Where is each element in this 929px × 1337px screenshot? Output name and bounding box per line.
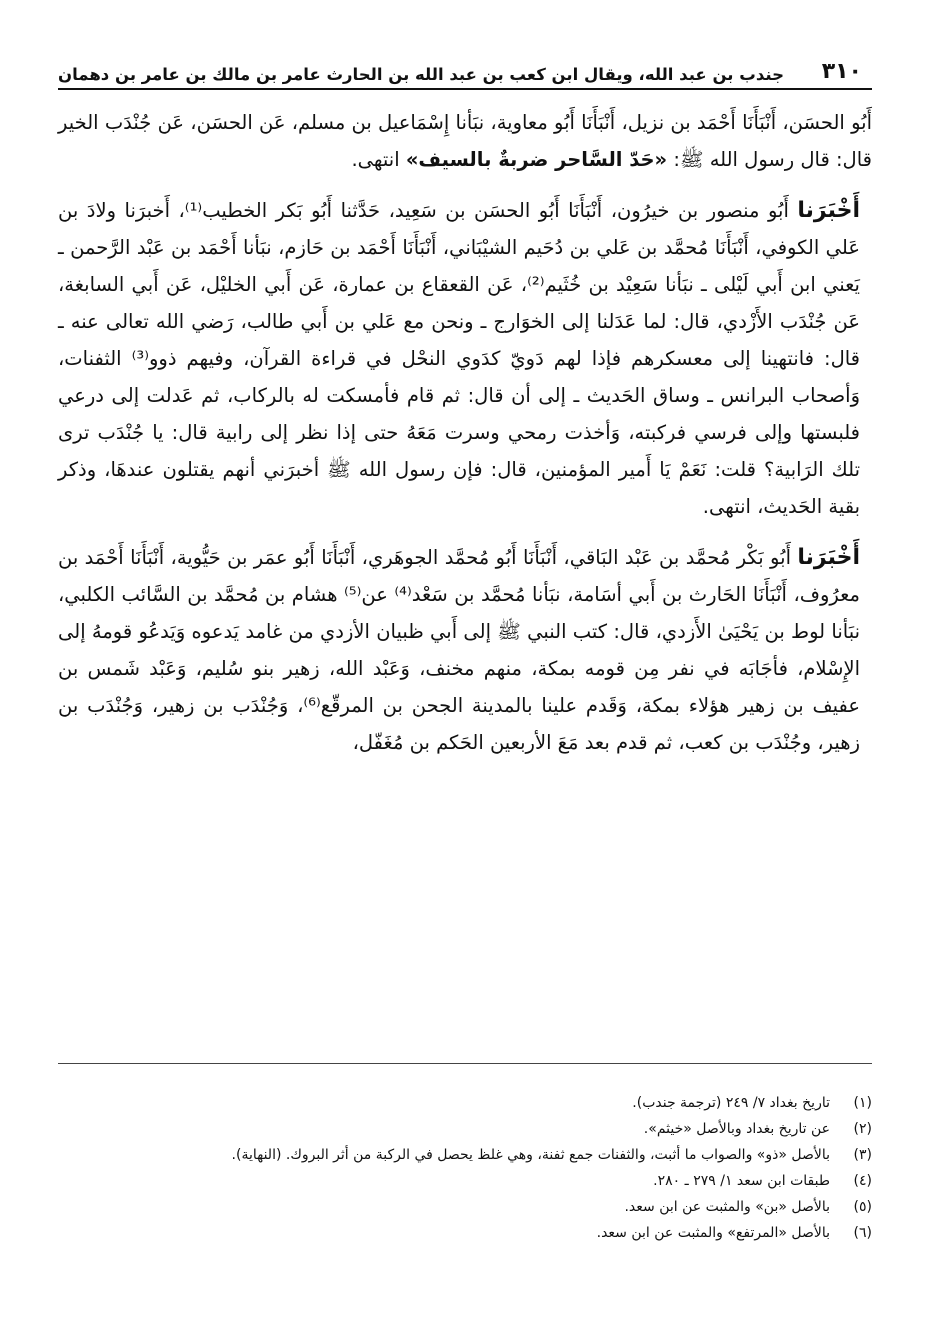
footnote <box>58 1168 872 1194</box>
paragraph-2-text: أَبُو منصور بن خيرُون، أَنْبَأَنَا أَبُو الحسَن بن سَعِيد، حَدَّثنا أَبُو بَكر الخطيب⁽¹⁾، أَخبرَنا ولادَ بن عَلي الكوفي، أَنْبَأَنَا مُحمَّد بن عَلي بن دُحَيم الشيْبَاني، أَنْبَأَنَا أَحْمَد بن حَازم، نبَأنا أَحْمَد بن عَبْد الرَّحمن ـ يَعني ابن أَبي لَيْلى ـ نبَأنا سَعِيْد بن خُثَيم⁽²⁾، عَن القعقاع بن عمارة، عَن أَبي الخليْل، عَن أَبي السابغة، عَن جُنْدَب الأَزْدي، قال: لما عَدَلنا إلى الخوَارج ـ ونحن مع عَلي بن أَبي طالب، رَضي الله تعالى عنه ـ قال: فانتهينا إلى معسكرهم فإذا لهم دَويّ كدَوي النحْل في قراءة القرآن، وفيهم ذوو⁽³⁾ الثفنات، وَأصحاب البرانس ـ وساق الحَديث ـ إلى أن قال: ثم قام فأمسكت له بالركاب، ثم عَدلت إلى درعي فلبستها وإلى فرسي فركبته، وَأخذت رمحي وسرت مَعَهُ حتى إذا نظر إلى رابية قال: يا جُنْدَب ترى تلك الرَابية؟ قلت: نَعَمْ يَا أَمير المؤمنين، قال: فإن رسول الله ﷺ أخبرَني أنهم يقتلون عندهَا، وذكر بقية الحَديث، انتهى. <box>58 199 860 518</box>
footnote <box>58 1194 872 1220</box>
running-head <box>58 50 872 90</box>
footnote-number: (١) <box>853 1095 872 1111</box>
paragraph-1-end: انتهى. <box>351 148 400 171</box>
paragraph-1 <box>58 104 872 178</box>
footnote-number: (٦) <box>853 1225 872 1241</box>
footnote-number: (٣) <box>853 1147 872 1163</box>
footnote-number: (٥) <box>853 1199 872 1215</box>
footnote <box>58 1142 872 1168</box>
paragraph-3-text: أَبُو بَكْر مُحمَّد بن عَبْد البَاقي، أَنْبَأَنَا أَبُو مُحمَّد الجوهَري، أَنْبَأَنَا أَبُو عمَر بن حَيُّوية، أَنْبَأَنَا أَحْمَد بن معرُوف، أَنْبَأَنَا الحَارث بن أَبي أسَامة، نبَأنا مُحمَّد بن سَعْد⁽⁴⁾ عن⁽⁵⁾ هشام بن مُحمَّد بن السَّائب الكلبي، نبَأنا لوط بن يَحْيَىٰ الأَزدي، قال: كتب النبي ﷺ إلى أَبي ظبيان الأزدي من غامد يَدعوه وَيَدعُو قومهُ إلى الإِسْلام، فأجَابَه في نفر مِن قومه بمكة، منهم مخنف، وَعَبْد الله، زهير بنو سُليم، وَعَبْد شَمس بن عفيف بن زهير هؤلاء بمكة، وَقَدم علينا بالمدينة الجحن بن المرقّع⁽⁶⁾، وَجُنْدَب بن زهير، وَجُنْدَب بن زهير، وجُنْدَب بن كعب، ثم قدم بعد مَعَ الأربعين الحَكم بن مُغَفّل، <box>58 546 861 754</box>
paragraph-2-lead: أَخْبَرَنا <box>797 198 860 223</box>
paragraph-1-text: أَبُو الحسَن، أَنْبَأَنَا أَحْمَد بن نزيل، أَنْبَأَنَا أَبُو معاوية، نبَأنا إِسْمَاعيل بن مسلم، عَن الحسَن، عَن جُنْدَب الخير قال: قال رسول الله ﷺ: <box>58 111 872 171</box>
footnote <box>58 1090 872 1116</box>
footnote-text: بالأصل «ذو» والصواب ما أثبت، والثفنات جمع ثفنة، وهي غلظ يحصل في الركبة من أثر البروك. (النهاية). <box>231 1147 830 1163</box>
paragraph-2 <box>58 192 872 525</box>
hadith-quote: «حَدّ السَّاحر ضربةٌ بالسيف» <box>405 148 668 171</box>
footnote-text: بالأصل «المرتفع» والمثبت عن ابن سعد. <box>596 1225 830 1241</box>
footnote-text: بالأصل «بن» والمثبت عن ابن سعد. <box>624 1199 830 1215</box>
footnote <box>58 1116 872 1142</box>
page-number: ٣١٠ <box>821 59 862 84</box>
main-text <box>58 104 872 761</box>
footnote-number: (٤) <box>853 1173 872 1189</box>
paragraph-3-lead: أَخْبَرَنا <box>797 545 860 570</box>
footnote-text: طبقات ابن سعد ١/ ٢٧٩ ـ ٢٨٠. <box>653 1173 830 1189</box>
footnote-text: تاريخ بغداد ٧/ ٢٤٩ (ترجمة جندب). <box>632 1095 830 1111</box>
footnotes <box>58 1063 872 1246</box>
footnote <box>58 1220 872 1246</box>
footnote-text: عن تاريخ بغداد وبالأصل «خيثم». <box>643 1121 830 1137</box>
book-page <box>58 50 872 1241</box>
footnote-number: (٢) <box>853 1121 872 1137</box>
running-title: جندب بن عبد الله، ويقال ابن كعب بن عبد الله بن الحارث عامر بن مالك بن عامر بن دهمان <box>58 65 784 84</box>
paragraph-3 <box>58 539 872 761</box>
